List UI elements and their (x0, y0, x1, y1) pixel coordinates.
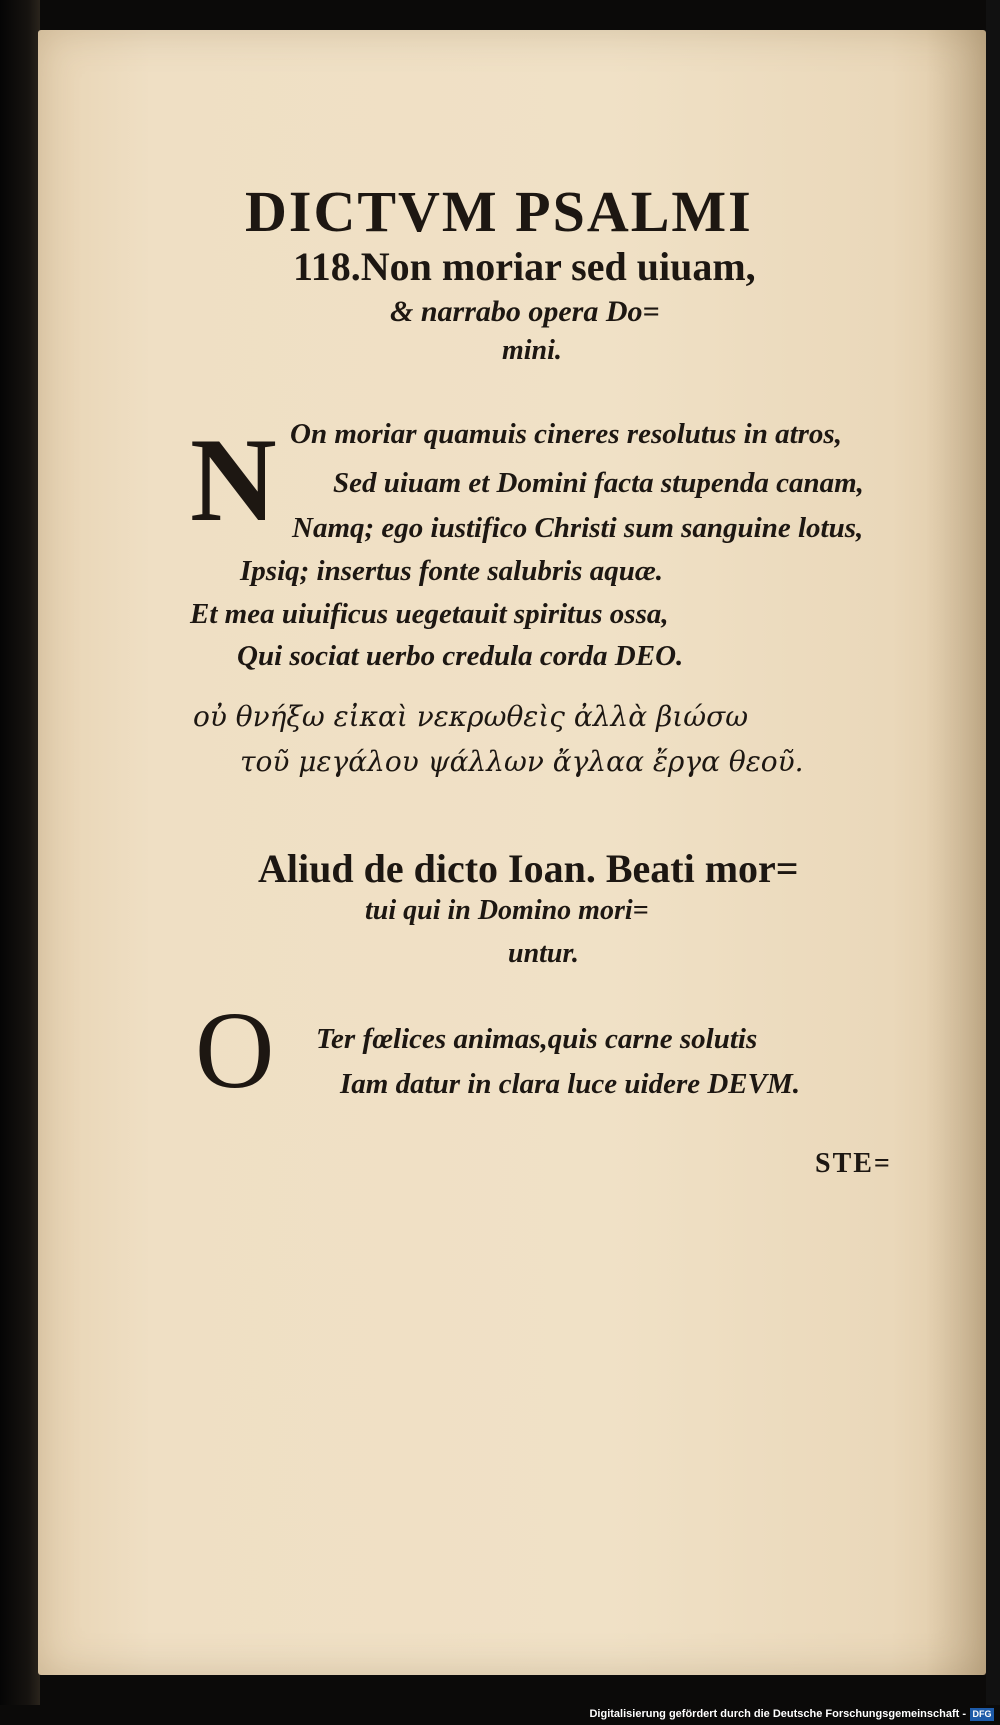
page-title: DICTVM PSALMI (245, 179, 753, 244)
greek-line-2: τοῦ μεγάλου ψάλλων ἄγλαα ἔργα θεοῦ. (240, 745, 804, 778)
poem1-line-5: Et mea uiuificus uegetauit spiritus ossa, (190, 598, 669, 630)
poem2-line-2: Iam datur in clara luce uidere DEVM. (340, 1068, 801, 1100)
subtitle-line-3: mini. (502, 335, 562, 366)
footer-bar (0, 1705, 1000, 1725)
catchword: STE= (815, 1148, 892, 1179)
section-heading-line-1: Aliud de dicto Ioan. Beati mor= (258, 846, 799, 891)
greek-line-1: οὐ θνήξω εἰκαὶ νεκρωθεὶς ἀλλὰ βιώσω (193, 700, 749, 733)
dfg-logo: DFG (970, 1708, 994, 1721)
page-right-edge (986, 0, 1000, 1725)
poem1-line-1: On moriar quamuis cineres resolutus in atros, (290, 418, 842, 450)
dropcap-n: N (190, 413, 277, 546)
section-heading-line-3: untur. (508, 938, 579, 969)
funding-notice: Digitalisierung gefördert durch die Deutsche Forschungsgemeinschaft - (589, 1708, 966, 1720)
poem1-line-3: Namq; ego iustifico Christi sum sanguine lotus, (292, 512, 864, 544)
poem1-line-6: Qui sociat uerbo credula corda DEO. (237, 640, 684, 672)
section-heading-line-2: tui qui in Domino mori= (365, 895, 649, 926)
subtitle-line-1: 118.Non moriar sed uiuam, (293, 244, 756, 289)
poem1-line-4: Ipsiq; insertus fonte salubris aquæ. (240, 555, 664, 587)
poem2-line-1: Ter fœlices animas,quis carne solutis (316, 1023, 758, 1055)
poem1-line-2: Sed uiuam et Domini facta stupenda canam, (333, 467, 864, 499)
subtitle-line-2: & narrabo opera Do= (390, 295, 660, 328)
dropcap-o: O (195, 989, 275, 1111)
book-gutter-edge (0, 0, 40, 1725)
